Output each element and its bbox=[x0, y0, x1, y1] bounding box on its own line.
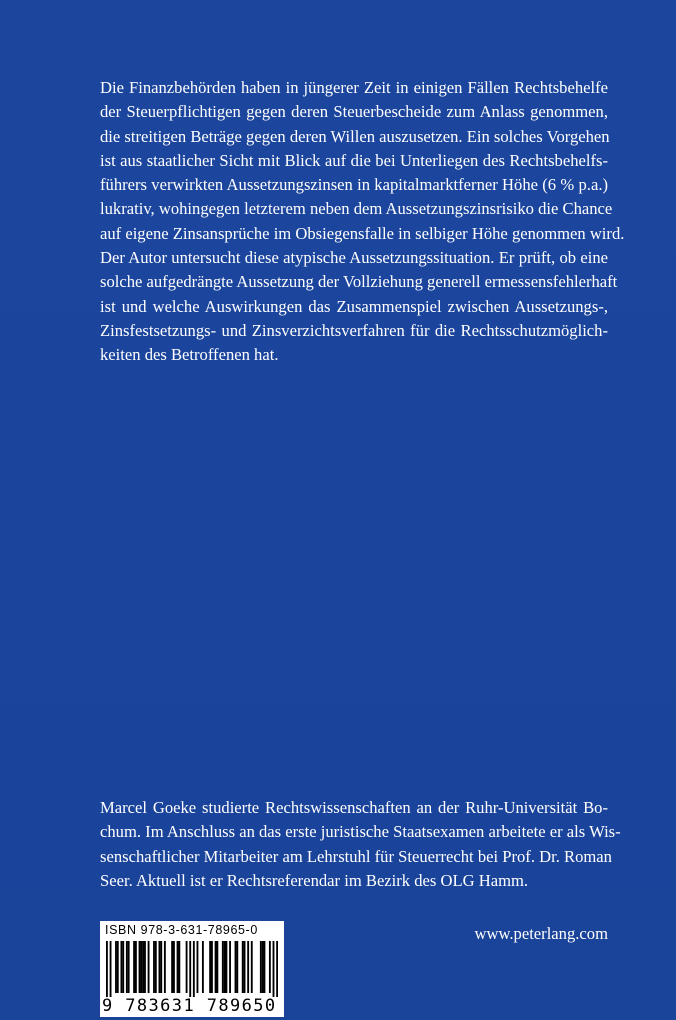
barcode-bar bbox=[247, 941, 249, 993]
barcode-bar bbox=[164, 941, 166, 993]
barcode-bar bbox=[155, 941, 157, 993]
barcode-bar bbox=[122, 941, 124, 993]
barcode-bar bbox=[139, 941, 141, 993]
barcode-bar bbox=[193, 941, 195, 997]
barcode-bar bbox=[128, 941, 130, 993]
bio-line: chum. Im Anschluss an das erste juristische Staatsexamen arbeitete er als Wis- bbox=[100, 822, 621, 842]
barcode-bar bbox=[159, 941, 161, 993]
barcode-digits: 9 783631 789650 bbox=[102, 996, 277, 1016]
blurb-line: keiten des Betroffenen hat. bbox=[100, 345, 279, 365]
barcode-bar bbox=[251, 941, 253, 993]
barcode-bar bbox=[229, 941, 231, 993]
isbn-label: ISBN 978-3-631-78965-0 bbox=[105, 923, 258, 937]
barcode-bar bbox=[224, 941, 226, 993]
barcode-bar bbox=[276, 941, 278, 997]
barcode-bar bbox=[144, 941, 146, 993]
barcode-bar bbox=[269, 941, 271, 993]
barcode-bar bbox=[202, 941, 204, 993]
barcode-bars bbox=[106, 941, 278, 997]
barcode-bar bbox=[244, 941, 246, 993]
barcode-bar bbox=[222, 941, 224, 993]
barcode-bar bbox=[197, 941, 199, 993]
barcode-bar bbox=[120, 941, 122, 993]
barcode-bar bbox=[148, 941, 150, 993]
barcode-bar bbox=[135, 941, 137, 993]
bio-line: senschaftlicher Mitarbeiter am Lehrstuhl für Steuerrecht bei Prof. Dr. Roman bbox=[100, 846, 612, 866]
barcode-bar bbox=[236, 941, 238, 993]
barcode-bar bbox=[171, 941, 173, 993]
blurb-line: ist und welche Auswirkungen das Zusammenspiel zwischen Aussetzungs-, bbox=[100, 296, 608, 316]
barcode-bar bbox=[106, 941, 108, 997]
barcode-bar bbox=[235, 941, 237, 993]
barcode-bar bbox=[110, 941, 112, 997]
barcode-bar bbox=[211, 941, 213, 993]
barcode-bar bbox=[209, 941, 211, 993]
barcode-bar bbox=[189, 941, 191, 997]
blurb-line: führers verwirkten Aussetzungszinsen in kapitalmarktferner Höhe (6 % p.a.) bbox=[100, 175, 608, 195]
barcode-bar bbox=[153, 941, 155, 993]
blurb-line: Der Autor untersucht diese atypische Aussetzungssituation. Er prüft, ob eine bbox=[100, 248, 608, 268]
barcode-bar bbox=[260, 941, 262, 993]
barcode-bar bbox=[173, 941, 175, 993]
bio-line: Seer. Aktuell ist er Rechtsreferendar im Bezirk des OLG Hamm. bbox=[100, 870, 529, 890]
blurb-line: der Steuerpflichtigen gegen deren Steuerbescheide zum Anlass genommen, bbox=[100, 102, 608, 122]
barcode-bar bbox=[142, 941, 144, 993]
barcode-bar bbox=[186, 941, 188, 993]
barcode-bar bbox=[216, 941, 218, 993]
blurb-line: Die Finanzbehörden haben in jüngerer Zeit in einigen Fällen Rechtsbehelfe bbox=[100, 78, 608, 97]
blurb-line: ist aus staatlicher Sicht mit Blick auf die bei Unterliegen des Rechtsbehelfs- bbox=[100, 150, 608, 170]
barcode-bar bbox=[264, 941, 266, 993]
barcode-bar bbox=[126, 941, 128, 993]
barcode-bar bbox=[160, 941, 162, 993]
blurb-line: solche aufgedrängte Aussetzung der Vollziehung generell ermessensfehlerhaft bbox=[100, 272, 618, 292]
author-bio bbox=[100, 796, 621, 893]
blurb-line: Zinsfestsetzungs- und Zinsverzichtsverfahren für die Rechtsschutzmöglich- bbox=[100, 320, 608, 340]
blurb-line: lukrativ, wohingegen letzterem neben dem Aussetzungszinsrisiko die Chance bbox=[100, 199, 613, 219]
blurb-text bbox=[100, 76, 625, 368]
publisher-url[interactable]: www.peterlang.com bbox=[474, 924, 608, 943]
blurb-line: die streitigen Beträge gegen deren Willen auszusetzen. Ein solches Vorgehen bbox=[100, 126, 610, 146]
barcode-bar bbox=[225, 941, 227, 993]
barcode-bar bbox=[117, 941, 119, 993]
barcode-bar bbox=[242, 941, 244, 993]
barcode-bar bbox=[178, 941, 180, 993]
barcode-bar bbox=[262, 941, 264, 993]
barcode-bar bbox=[215, 941, 217, 993]
barcode-bar bbox=[273, 941, 275, 997]
blurb-line: auf eigene Zinsansprüche im Obsiegensfalle in selbiger Höhe genommen wird. bbox=[100, 223, 625, 243]
barcode-bar bbox=[133, 941, 135, 993]
barcode-bar bbox=[177, 941, 179, 993]
barcode-bar bbox=[140, 941, 142, 993]
isbn-barcode bbox=[100, 921, 284, 1017]
barcode-bar bbox=[115, 941, 117, 993]
bio-line: Marcel Goeke studierte Rechtswissenschaften an der Ruhr-Universität Bo- bbox=[100, 798, 608, 817]
